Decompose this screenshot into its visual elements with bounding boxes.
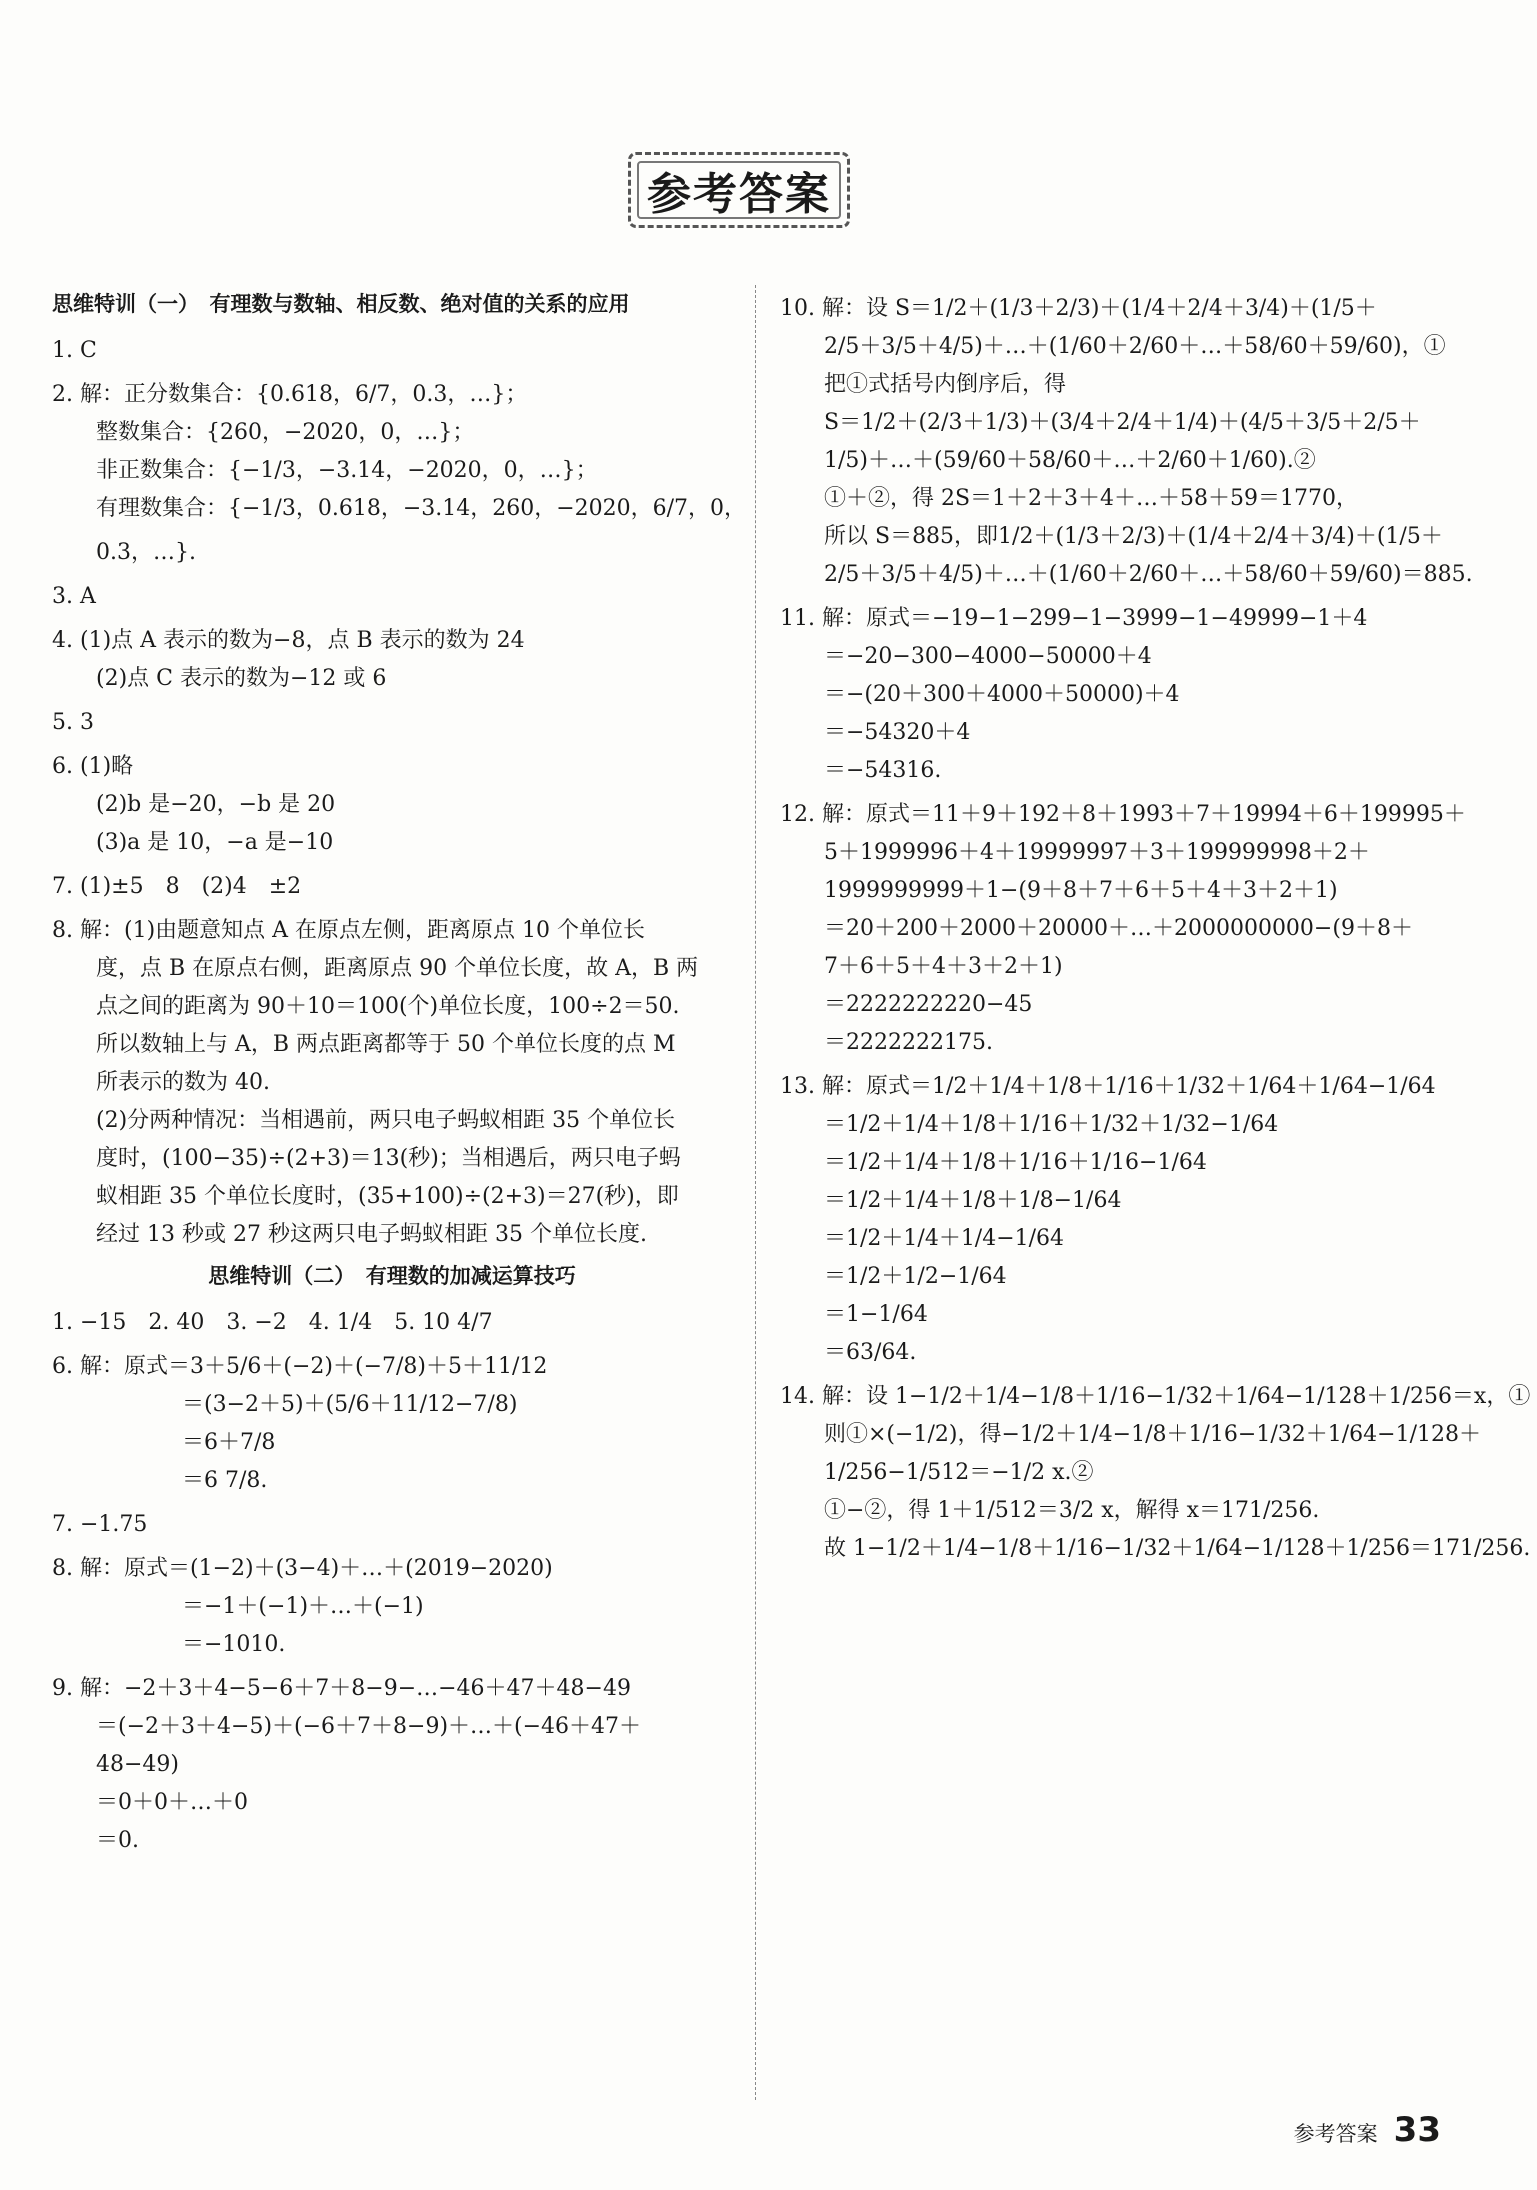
answer-line: ＝1/2＋1/4＋1/8＋1/16＋1/16−1/64	[824, 1150, 1207, 1175]
answer-line: ＝63/64.	[824, 1340, 917, 1365]
answer-line: 3. A	[52, 584, 96, 609]
answer-line: ＝−20−300−4000−50000＋4	[824, 644, 1152, 669]
answer-line: (2)b 是−20，−b 是 20	[96, 792, 336, 817]
answer-line: ＝−54316.	[824, 758, 942, 783]
answer-line: 故 1−1/2＋1/4−1/8＋1/16−1/32＋1/64−1/128＋1/256＝171/256.	[824, 1536, 1531, 1561]
answer-line: 6. (1)略	[52, 754, 134, 779]
answer-line: (2)分两种情况：当相遇前，两只电子蚂蚁相距 35 个单位长	[96, 1108, 676, 1133]
page-title: 参考答案	[628, 152, 850, 228]
answer-line: ＝1/2＋1/4＋1/4−1/64	[824, 1226, 1065, 1251]
answer-line: 2. 解：正分数集合：{0.618，6/7，0.3，…}；	[52, 382, 528, 407]
answer-line: 10. 解：设 S＝1/2＋(1/3＋2/3)＋(1/4＋2/4＋3/4)＋(1/5＋	[780, 296, 1377, 321]
answer-line: 所表示的数为 40.	[96, 1070, 270, 1095]
answer-line: 1. −15 2. 40 3. −2 4. 1/4 5. 10 4/7	[52, 1310, 493, 1335]
answer-line: 0.3，…}.	[96, 540, 196, 565]
section-heading: 思维特训（二） 有理数的加减运算技巧	[208, 1264, 576, 1288]
answer-line: 点之间的距离为 90＋10＝100(个)单位长度，100÷2＝50.	[96, 994, 680, 1019]
answer-line: 则①×(−1/2)，得−1/2＋1/4−1/8＋1/16−1/32＋1/64−1/128＋	[824, 1422, 1482, 1447]
answer-line: 蚁相距 35 个单位长度时，(35+100)÷(2+3)＝27(秒)，即	[96, 1184, 679, 1209]
answer-line: 2/5＋3/5＋4/5)＋…＋(1/60＋2/60＋…＋58/60＋59/60)＝885.	[824, 562, 1473, 587]
answer-line: 7. −1.75	[52, 1512, 148, 1537]
answer-line: S＝1/2＋(2/3＋1/3)＋(3/4＋2/4＋1/4)＋(4/5＋3/5＋2/5＋	[824, 410, 1421, 435]
answer-line: ＝2222222175.	[824, 1030, 993, 1055]
answer-line: 7. (1)±5 8 (2)4 ±2	[52, 874, 302, 899]
page-footer	[1294, 2110, 1441, 2150]
answer-line: ＝6＋7/8	[182, 1430, 276, 1455]
answer-line: 11. 解：原式＝−19−1−299−1−3999−1−49999−1＋4	[780, 606, 1368, 631]
answer-line: 6. 解：原式＝3＋5/6＋(−2)＋(−7/8)＋5＋11/12	[52, 1354, 548, 1379]
answer-line: 1/5)＋…＋(59/60＋58/60＋…＋2/60＋1/60).②	[824, 448, 1316, 473]
answer-line: 度，点 B 在原点右侧，距离原点 90 个单位长度，故 A，B 两	[96, 956, 699, 981]
answer-line: 13. 解：原式＝1/2＋1/4＋1/8＋1/16＋1/32＋1/64＋1/64−1/64	[780, 1074, 1436, 1099]
answer-line: ＝−1010.	[182, 1632, 286, 1657]
answer-line: ＝(3−2＋5)＋(5/6＋11/12−7/8)	[182, 1392, 518, 1417]
answer-line: 8. 解：(1)由题意知点 A 在原点左侧，距离原点 10 个单位长	[52, 918, 646, 943]
left-column	[52, 282, 747, 1860]
answer-line: 经过 13 秒或 27 秒这两只电子蚂蚁相距 35 个单位长度.	[96, 1222, 647, 1247]
answer-line: ＝6 7/8.	[182, 1468, 268, 1493]
answer-line: 14. 解：设 1−1/2＋1/4−1/8＋1/16−1/32＋1/64−1/128＋1/256＝x，①	[780, 1384, 1531, 1409]
answer-line: 所以数轴上与 A，B 两点距离都等于 50 个单位长度的点 M	[96, 1032, 676, 1057]
answer-line: 所以 S＝885，即1/2＋(1/3＋2/3)＋(1/4＋2/4＋3/4)＋(1/5＋	[824, 524, 1443, 549]
answer-line: 非正数集合：{−1/3，−3.14，−2020，0，…}；	[96, 458, 598, 483]
answer-line: ＝1/2＋1/2−1/64	[824, 1264, 1007, 1289]
answer-line: ＝0.	[96, 1828, 139, 1853]
column-divider	[755, 285, 756, 2100]
answer-line: ＝1/2＋1/4＋1/8＋1/8−1/64	[824, 1188, 1122, 1213]
answer-line: ＝(−2＋3＋4−5)＋(−6＋7＋8−9)＋…＋(−46＋47＋	[96, 1714, 642, 1739]
answer-line: ＝1/2＋1/4＋1/8＋1/16＋1/32＋1/32−1/64	[824, 1112, 1279, 1137]
answer-line: 把①式括号内倒序后，得	[824, 372, 1067, 397]
answer-line: 整数集合：{260，−2020，0，…}；	[96, 420, 475, 445]
footer-label: 参考答案	[1293, 2122, 1378, 2146]
section-heading: 思维特训（一） 有理数与数轴、相反数、绝对值的关系的应用	[52, 292, 630, 316]
answer-line: ①−②，得 1＋1/512＝3/2 x，解得 x＝171/256.	[824, 1498, 1320, 1523]
answer-line: 2/5＋3/5＋4/5)＋…＋(1/60＋2/60＋…＋58/60＋59/60)，①	[824, 334, 1446, 359]
page-number: 33	[1393, 2110, 1441, 2150]
answer-line: ＝−(20＋300＋4000＋50000)＋4	[824, 682, 1180, 707]
right-column	[780, 290, 1531, 1568]
answer-line: (2)点 C 表示的数为−12 或 6	[96, 666, 387, 691]
answer-line: 1. C	[52, 338, 97, 363]
answer-line: ＝1−1/64	[824, 1302, 928, 1327]
answer-line: 5. 3	[52, 710, 94, 735]
answer-line: 48−49)	[96, 1752, 180, 1777]
answer-line: ＝2222222220−45	[824, 992, 1033, 1017]
answer-line: (3)a 是 10，−a 是−10	[96, 830, 334, 855]
answer-line: 1999999999＋1−(9＋8＋7＋6＋5＋4＋3＋2＋1)	[824, 878, 1338, 903]
answer-line: 有理数集合：{−1/3，0.618，−3.14，260，−2020，6/7，0，	[96, 496, 747, 521]
answer-line: ＝0＋0＋…＋0	[96, 1790, 248, 1815]
answer-line: 12. 解：原式＝11＋9＋192＋8＋1993＋7＋19994＋6＋199995＋	[780, 802, 1466, 827]
answer-line: ＝−1＋(−1)＋…＋(−1)	[182, 1594, 424, 1619]
answer-line: ＝−54320＋4	[824, 720, 971, 745]
answer-line: 5＋1999996＋4＋19999997＋3＋199999998＋2＋	[824, 840, 1370, 865]
answer-line: 7＋6＋5＋4＋3＋2＋1)	[824, 954, 1063, 979]
answer-line: 8. 解：原式＝(1−2)＋(3−4)＋…＋(2019−2020)	[52, 1556, 553, 1581]
answer-line: ①＋②，得 2S＝1＋2＋3＋4＋…＋58＋59＝1770，	[824, 486, 1359, 511]
answer-line: ＝20＋200＋2000＋20000＋…＋2000000000−(9＋8＋	[824, 916, 1413, 941]
answer-line: 度时，(100−35)÷(2+3)＝13(秒)；当相遇后，两只电子蚂	[96, 1146, 681, 1171]
answer-line: 9. 解：−2＋3＋4−5−6＋7＋8−9−…−46＋47＋48−49	[52, 1676, 631, 1701]
answer-line: 1/256−1/512＝−1/2 x.②	[824, 1460, 1094, 1485]
answer-line: 4. (1)点 A 表示的数为−8，点 B 表示的数为 24	[52, 628, 525, 653]
